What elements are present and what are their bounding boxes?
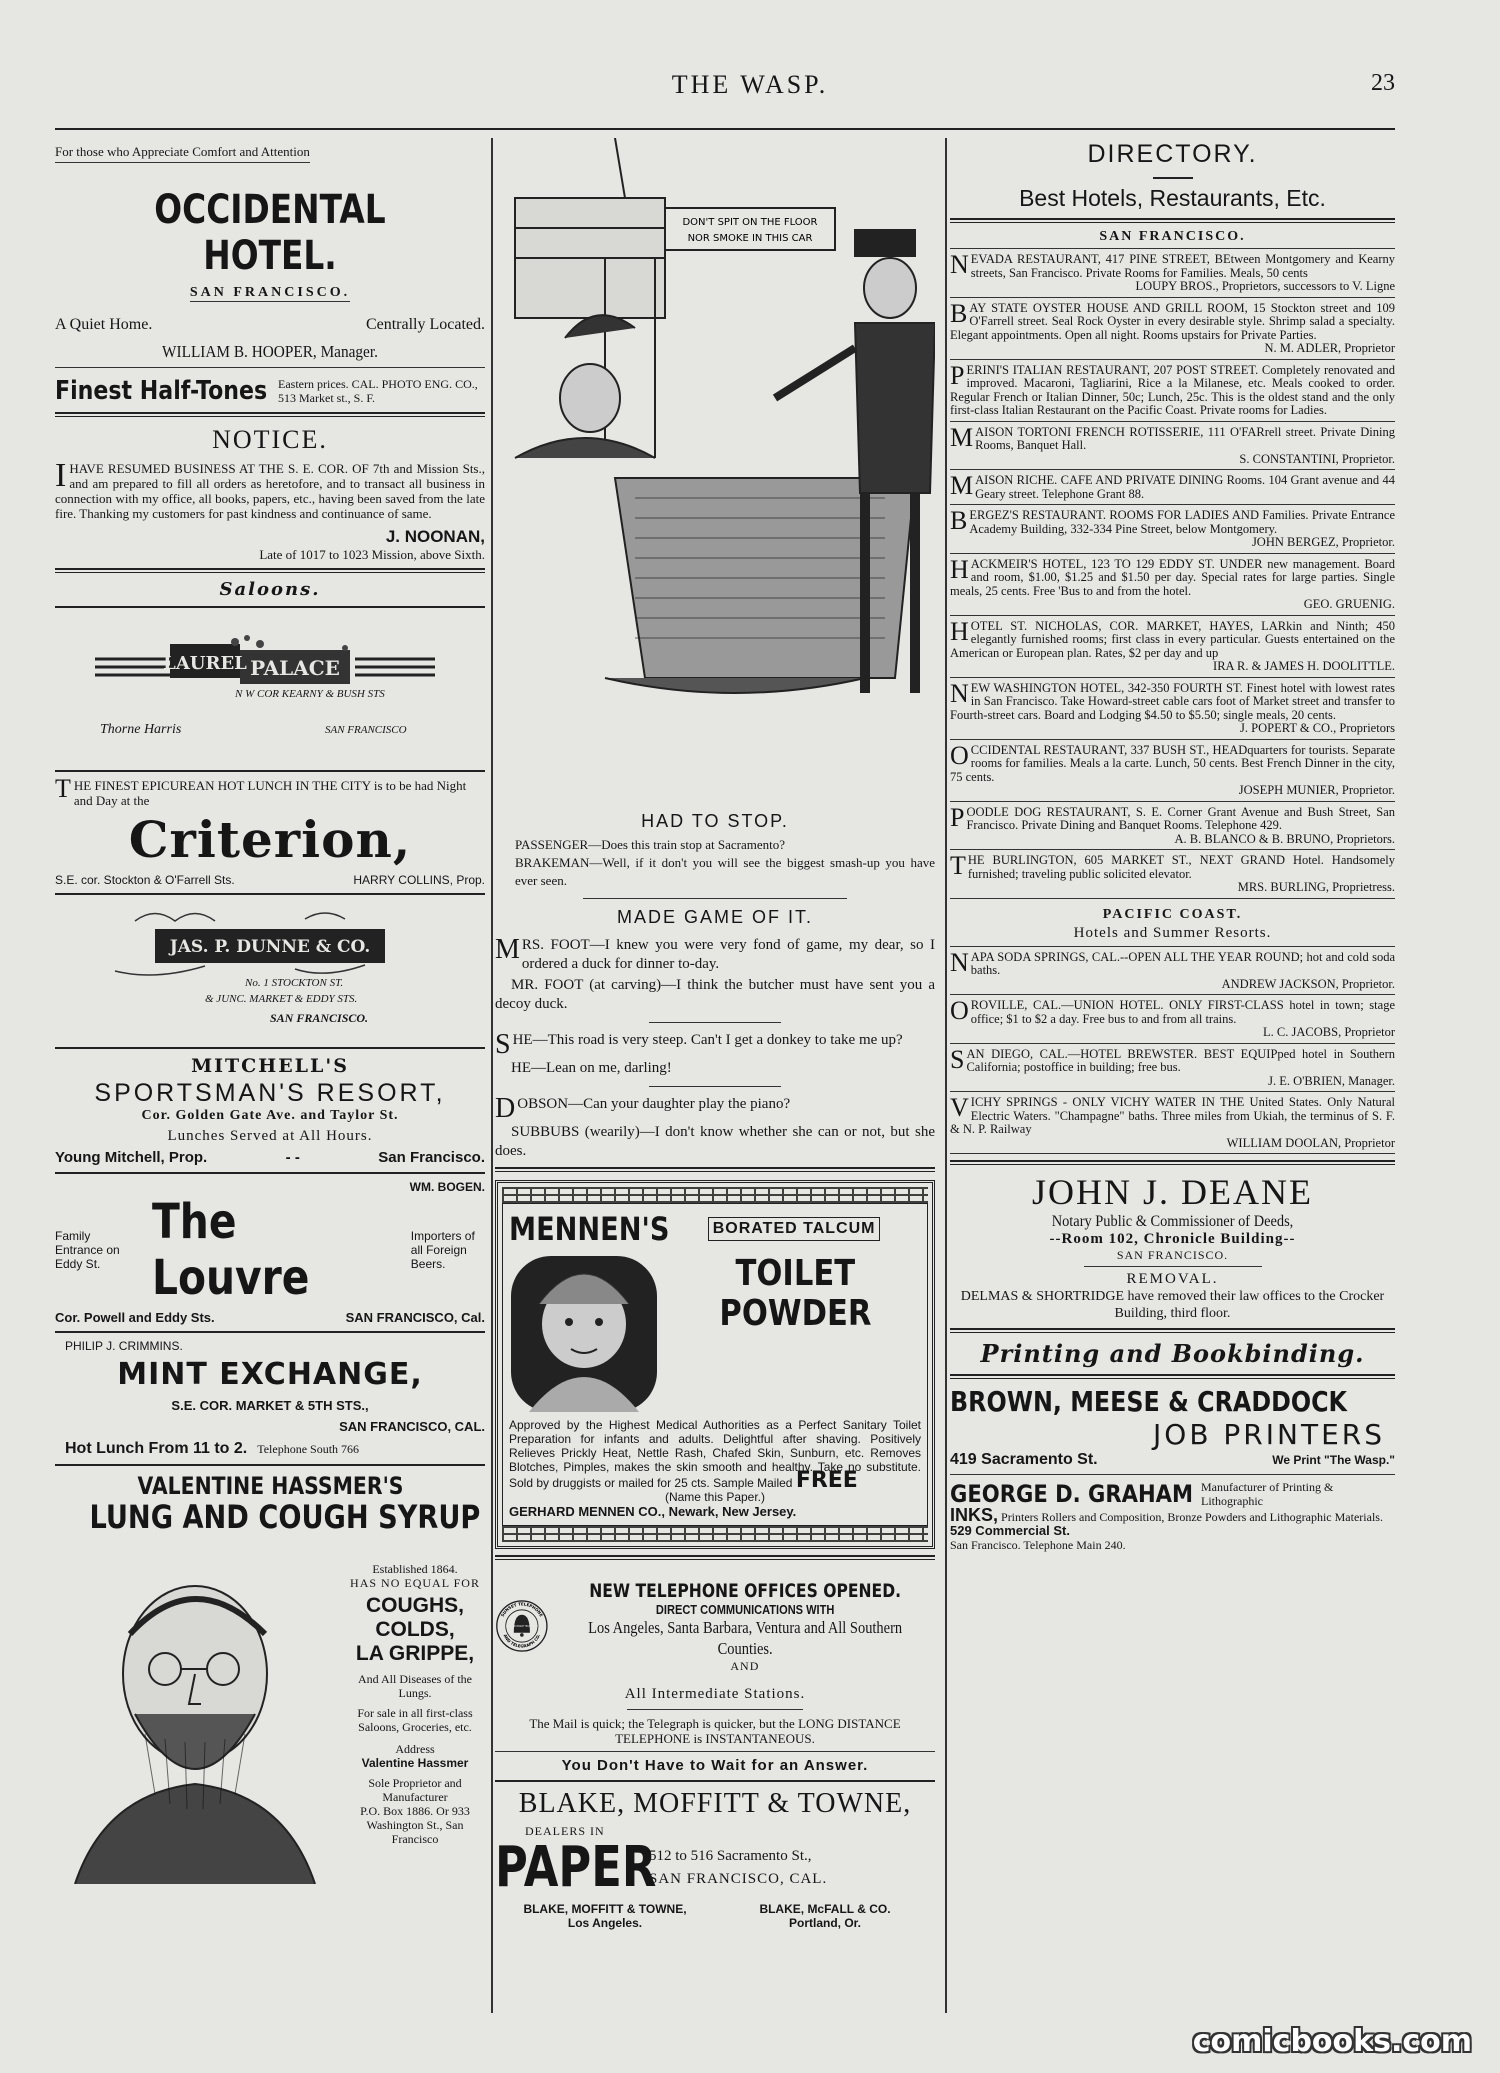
laurel-address: N W COR KEARNY & BUSH STS (235, 688, 385, 700)
dunne-line1: No. 1 STOCKTON ST. (245, 977, 344, 989)
entry-signature: JOSEPH MUNIER, Proprietor. (1238, 783, 1395, 797)
telephone-and: AND (730, 1658, 760, 1673)
entry-body: AN DIEGO, CAL.—HOTEL BREWSTER. BEST EQUIPped hotel in Southern California; postoffice in building; free bus. (966, 1046, 1395, 1074)
directory-entry (950, 740, 1395, 802)
dunne-line2: & JUNC. MARKET & EDDY STS. (205, 993, 358, 1005)
entry-body: OODLE DOG RESTAURANT, S. E. Corner Grant Avenue and Bush Street, San Francisco. Private Dining and Banquet Rooms. Telephone 429. (966, 804, 1395, 832)
criterion-ad (55, 774, 485, 887)
joke1-line2: MR. FOOT (at carving)—I think the butcher must have sent you a decoy duck. (495, 977, 935, 1012)
mitchell-prop: Young Mitchell, Prop. (55, 1149, 208, 1166)
entry-body: EW WASHINGTON HOTEL, 342-350 FOURTH ST. Finest hotel with lowest rates in San Francisco. Take Howard-street cable cars foot of Market street and transfer to Fourth-street cars. Board and Lodging $4.50 to $5.50; single meals, 20 cents. (950, 680, 1395, 722)
occidental-manager: WILLIAM B. HOOPER, Manager. (162, 342, 378, 361)
hassmer-sale: For sale in all first-class Saloons, Groceries, etc. (357, 1706, 473, 1734)
directory-entry (950, 995, 1395, 1044)
occidental-hotel-ad (55, 187, 485, 362)
header-rule (55, 128, 1395, 130)
entry-signature: A. B. BLANCO & B. BRUNO, Proprietors. (1174, 831, 1395, 846)
meander-border-bottom (502, 1526, 928, 1542)
seal-top-text: SUNSET TELEPHONE (499, 1601, 544, 1618)
meander-border-top (502, 1187, 928, 1203)
page-number: 23 (1371, 70, 1395, 96)
blake-ad (495, 1788, 935, 1930)
directory-entry (950, 616, 1395, 678)
column-middle (495, 138, 935, 2018)
sf-directory-list (950, 249, 1395, 899)
removal-body: DELMAS & SHORTRIDGE have removed their law offices to the Crocker Building, third floor. (960, 1289, 1385, 1321)
entry-signature: S. CONSTANTINI, Proprietor. (1239, 451, 1395, 466)
telephone-mail: The Mail is quick; the Telegraph is quicker, but the LONG DISTANCE TELEPHONE is INSTANTANEOUS. (529, 1716, 901, 1746)
brown-job: JOB PRINTERS (1153, 1418, 1385, 1451)
laurel-palace-ad (55, 614, 485, 764)
watermark-text: comicbooks.com (1192, 2024, 1472, 2059)
seal-bottom-text: AND TELEGRAPH CO. (502, 1633, 542, 1649)
entry-signature: ANDREW JACKSON, Proprietor. (1221, 976, 1395, 991)
telephone-sub: DIRECT COMMUNICATIONS WITH (655, 1601, 835, 1617)
cartoon-caption: HAD TO STOP. (641, 811, 789, 831)
hassmer-no-equal: HAS NO EQUAL FOR (350, 1576, 480, 1590)
directory-entry (950, 947, 1395, 996)
mennen-portrait (509, 1254, 659, 1414)
blake-name: BLAKE, MOFFITT & TOWNE, (518, 1788, 912, 1819)
hassmer-title1: VALENTINE HASSMER'S (136, 1472, 404, 1500)
hassmer-ad (55, 1472, 485, 1892)
criterion-dropcap: T (55, 774, 71, 803)
mitchell-ad (55, 1055, 485, 1166)
mint-exchange-ad (55, 1339, 485, 1458)
hassmer-title2: LUNG AND COUGH SYRUP (89, 1498, 481, 1536)
palace-word: PALACE (250, 656, 340, 680)
entry-initial: T (950, 851, 966, 880)
mint-address: S.E. COR. MARKET & 5TH STS., (171, 1398, 369, 1413)
entry-body: AISON TORTONI FRENCH ROTISSERIE, 111 O'FARrell street. Private Dining Rooms, Banquet Hall. (975, 424, 1395, 452)
directory-entry (950, 360, 1395, 422)
brown-name: BROWN, MEESE & CRADDOCK (950, 1385, 1347, 1418)
entry-body: AISON RICHE. CAFE AND PRIVATE DINING Rooms. 104 Grant avenue and 44 Geary street. Telephone Grant 88. (975, 473, 1395, 501)
criterion-lead: HE FINEST EPICUREAN HOT LUNCH IN THE CITY is to be had Night and Day at the (73, 778, 467, 808)
graham-desc: Manufacturer of Printing & Lithographic (1201, 1480, 1334, 1508)
comfort-tagline: For those who Appreciate Comfort and Attention (55, 138, 310, 163)
halftones-small: Eastern prices. CAL. PHOTO ENG. CO., 513 Market st., S. F. (278, 377, 478, 405)
louvre-ad (55, 1180, 485, 1325)
saloons-heading: Saloons. (219, 579, 321, 600)
occidental-title: OCCIDENTAL HOTEL. (154, 187, 386, 279)
entry-signature: WILLIAM DOOLAN, Proprietor (1226, 1135, 1395, 1150)
entry-initial: M (950, 422, 974, 452)
telephone-answer: You Don't Have to Wait for an Answer. (561, 1757, 869, 1774)
entry-signature: JOHN BERGEZ, Proprietor. (1251, 535, 1395, 549)
entry-signature: J. E. O'BRIEN, Manager. (1268, 1073, 1395, 1088)
telephone-stations: All Intermediate Stations. (624, 1686, 806, 1702)
brown-address: 419 Sacramento St. (950, 1451, 1098, 1468)
directory-entry (950, 802, 1395, 851)
directory-entry (950, 1092, 1395, 1154)
entry-body: ROVILLE, CAL.—UNION HOTEL. ONLY FIRST-CLASS hotel in town; stage office; $1 to $2 a day. Free bus to and from all trains. (970, 998, 1395, 1026)
entry-body: CCIDENTAL RESTAURANT, 337 BUSH ST., HEADquarters for tourists. Separate rooms for families. Meals a la carte. Lunch, 50 cents. Best French Dinner in the city, 75 cents. (950, 742, 1395, 784)
column-divider-1 (491, 138, 493, 2013)
laurel-left-signature: Thorne Harris (100, 722, 182, 737)
notice-signature: J. NOONAN, (385, 527, 485, 546)
blake-address2: SAN FRANCISCO, CAL. (649, 1871, 828, 1887)
masthead-title: THE WASP. (671, 70, 829, 99)
removal-notice (950, 1271, 1395, 1322)
hassmer-address-name: Valentine Hassmer (361, 1756, 469, 1770)
blake-branch2-name: BLAKE, McFALL & CO. (759, 1902, 891, 1916)
blake-dealers: DEALERS IN (525, 1824, 605, 1838)
blake-address1: 512 to 516 Sacramento St., (649, 1848, 812, 1864)
directory-title: DIRECTORY. (1087, 140, 1258, 168)
joke2-line1: HE—This road is very steep. Can't I get a donkey to take me up? (512, 1032, 903, 1048)
mitchell-dots: - - (285, 1149, 300, 1166)
louvre-left: Family Entrance on Eddy St. (55, 1229, 120, 1271)
mennen-name: MENNEN'S (509, 1210, 670, 1248)
joke1-cap: M (495, 934, 520, 965)
cartoon-illustration (495, 138, 935, 798)
criterion-address: S.E. cor. Stockton & O'Farrell Sts. (55, 873, 235, 887)
cartoon-sign-line: DON'T SPIT ON THE FLOOR (682, 217, 818, 228)
entry-initial: N (950, 250, 969, 279)
entry-initial: B (950, 506, 968, 535)
notice-dropcap: I (55, 457, 67, 494)
directory-entry (950, 298, 1395, 360)
mint-city: SAN FRANCISCO, CAL. (339, 1419, 485, 1434)
blake-branch2-city: Portland, Or. (788, 1916, 861, 1930)
entry-initial: P (950, 802, 965, 832)
made-game-title: MADE GAME OF IT. (616, 907, 813, 927)
mitchell-city: San Francisco. (378, 1149, 485, 1166)
hassmer-grippe: LA GRIPPE, (355, 1642, 475, 1665)
entry-body: EVADA RESTAURANT, 417 PINE STREET, BEtween Montgomery and Kearny streets, San Francisco. Private Rooms for Families. Meals, 50 cents (970, 252, 1395, 280)
entry-initial: N (950, 947, 969, 977)
cartoon-speaker2: BRAKEMAN (515, 855, 590, 870)
graham-city: San Francisco. Telephone Main 240. (950, 1538, 1126, 1552)
blake-paper: PAPER (495, 1835, 657, 1900)
mennen-powder: POWDER (718, 1293, 872, 1334)
mennen-company: GERHARD MENNEN CO., Newark, New Jersey. (509, 1504, 797, 1519)
entry-signature: LOUPY BROS., Proprietors, successors to V. Ligne (1135, 279, 1395, 293)
criterion-name: Criterion, (128, 810, 412, 869)
column-right (950, 138, 1395, 2018)
cartoon-sign-line2: NOR SMOKE IN THIS CAR (687, 233, 813, 244)
mennen-borated: BORATED TALCUM (708, 1217, 881, 1241)
bell-telephone-seal-icon (495, 1566, 549, 1686)
mint-phone: Telephone South 766 (257, 1442, 360, 1456)
mennen-free: FREE (795, 1468, 858, 1493)
entry-initial: O (950, 996, 969, 1025)
directory-entry (950, 505, 1395, 554)
cartoon (495, 138, 935, 890)
joke3-line1: OBSON—Can your daughter play the piano? (517, 1096, 791, 1112)
blake-branch1-name: BLAKE, MOFFITT & TOWNE, (523, 1902, 687, 1916)
graham-inks-desc: Printers Rollers and Composition, Bronze Powders and Lithographic Materials. (1001, 1510, 1383, 1524)
entry-signature: GEO. GRUENIG. (1303, 597, 1395, 611)
entry-body: ICHY SPRINGS - ONLY VICHY WATER IN THE United States. Only Natural Electric Waters. "Champagne" baths. Three miles from Ukiah, the terminus of S. F. & N. P. Railway (950, 1095, 1395, 1136)
notice-ad (55, 425, 485, 562)
entry-signature: J. POPERT & CO., Proprietors (1240, 721, 1395, 735)
mitchell-title: SPORTSMAN'S RESORT, (94, 1079, 446, 1107)
entry-initial: P (950, 360, 965, 390)
directory-subtitle: Best Hotels, Restaurants, Etc. (1019, 185, 1326, 211)
louvre-right: Importers of all Foreign Beers. (410, 1229, 475, 1271)
mennen-name-paper: (Name this Paper.) (664, 1490, 766, 1504)
entry-signature: L. C. JACOBS, Proprietor (1263, 1025, 1395, 1039)
louvre-address: Cor. Powell and Eddy Sts. (55, 1310, 215, 1325)
entry-body: APA SODA SPRINGS, CAL.--OPEN ALL THE YEAR ROUND; hot and cold soda baths. (970, 949, 1395, 977)
entry-initial: S (950, 1044, 965, 1074)
graham-inks: INKS, (950, 1505, 999, 1525)
graham-address: 529 Commercial St. (950, 1523, 1070, 1538)
directory-entry (950, 678, 1395, 740)
joke2-cap: S (495, 1029, 511, 1060)
entry-body: AY STATE OYSTER HOUSE AND GRILL ROOM, 15 Stockton street and 109 O'Farrell street. Seal Rock Oyster in every desirable style. Shrimp salad a specialty. Elegant appointments. Open all night. Rooms upstairs for Private Parties. (950, 300, 1395, 342)
mennen-toilet: TOILET (735, 1253, 855, 1294)
joke2-line2: HE—Lean on me, darling! (511, 1060, 672, 1076)
dunne-line3: SAN FRANCISCO. (270, 1011, 369, 1025)
entry-initial: B (950, 298, 968, 328)
mint-lunch: Hot Lunch From 11 to 2. (65, 1440, 248, 1457)
mitchell-lunches: Lunches Served at All Hours. (167, 1128, 373, 1144)
dunne-ad (55, 901, 485, 1041)
entry-initial: N (950, 678, 969, 708)
joke3-line2: SUBBUBS (wearily)—I don't know whether she can or not, but she does. (495, 1124, 935, 1159)
mitchell-address: Cor. Golden Gate Ave. and Taylor St. (141, 1108, 399, 1123)
directory-entry (950, 850, 1395, 899)
removal-title: REMOVAL. (1126, 1271, 1219, 1287)
mitchell-name: MITCHELL'S (191, 1055, 349, 1077)
entry-initial: M (950, 471, 974, 500)
cartoon-line2: —Well, if it don't you will see the biggest smash-up you have ever seen. (515, 855, 935, 888)
louvre-owner: WM. BOGEN. (409, 1180, 485, 1194)
entry-initial: V (950, 1093, 969, 1122)
hassmer-proprietor: Sole Proprietor and Manufacturer (368, 1776, 462, 1804)
hassmer-coughs: COUGHS, (365, 1594, 464, 1617)
entry-body: OTEL ST. NICHOLAS, COR. MARKET, HAYES, LARkin and Ninth; 450 elegantly furnished rooms; first class in every particular. Guests entertained on the American or European plan. Rates, $2 per day and up (950, 618, 1395, 660)
directory-entry (950, 554, 1395, 616)
entry-signature: MRS. BURLING, Proprietress. (1237, 880, 1395, 894)
mennen-body: Approved by the Highest Medical Authorities as a Perfect Sanitary Toilet Preparation for infants and adults. Delightful after shaving. Positively Relieves Prickly Heat, Nettle Rash, Chafed Skin, Sunburn, etc. Removes Blotches, Pimples, makes the skin smooth and healthy. Take no substitute. Sold by druggists or mailed for 25 cts. Sample Mailed (509, 1418, 921, 1490)
graham-ad (950, 1480, 1395, 1552)
made-game-jokes (495, 907, 935, 1161)
mint-name: MINT EXCHANGE, (117, 1357, 423, 1392)
directory-entry (950, 1044, 1395, 1093)
entry-body: ERGEZ'S RESTAURANT. ROOMS FOR LADIES AND Families. Private Entrance Academy Building, 332-334 Pine Street, below Montgomery. (969, 508, 1395, 536)
hassmer-address-label: Address (395, 1742, 435, 1756)
occidental-tag-left: A Quiet Home. (55, 316, 153, 333)
pacific-heading: PACIFIC COAST. (1102, 906, 1243, 922)
entry-initial: H (950, 616, 969, 646)
seal-center-text: LONG DISTANCE TELEPHONE (505, 1624, 538, 1628)
hassmer-diseases: And All Diseases of the Lungs. (358, 1672, 472, 1700)
dunne-name: JAS. P. DUNNE & CO. (169, 937, 371, 957)
hassmer-po: P.O. Box 1886. Or 933 Washington St., San Francisco (360, 1804, 470, 1846)
joke3-cap: D (495, 1093, 516, 1124)
entry-initial: H (950, 554, 969, 584)
notice-title: NOTICE. (212, 425, 328, 454)
occidental-city: SAN FRANCISCO. (189, 285, 351, 300)
brown-motto: We Print "The Wasp." (1272, 1453, 1395, 1467)
criterion-prop: HARRY COLLINS, Prop. (353, 873, 485, 887)
notice-address: Late of 1017 to 1023 Mission, above Sixth. (259, 547, 485, 562)
cartoon-line1: —Does this train stop at Sacramento? (588, 837, 785, 852)
entry-body: HE BURLINGTON, 605 MARKET ST., NEXT GRAND Hotel. Handsomely furnished; traveling public solicited elevator. (967, 853, 1395, 881)
pacific-subtitle: Hotels and Summer Resorts. (1073, 924, 1272, 941)
pacific-directory-list (950, 947, 1395, 1155)
mint-owner: PHILIP J. CRIMMINS. (65, 1339, 183, 1353)
brown-meese-ad (950, 1385, 1395, 1469)
halftones-ad (55, 376, 485, 406)
deane-name: JOHN J. DEANE (1032, 1172, 1313, 1212)
mennen-ad (495, 1180, 935, 1549)
laurel-right-signature: SAN FRANCISCO (325, 724, 407, 736)
deane-ad (950, 1171, 1395, 1262)
column-divider-2 (945, 138, 947, 2013)
entry-initial: O (950, 740, 969, 770)
dunne-logo (55, 901, 485, 981)
hassmer-portrait (55, 1564, 335, 1884)
deane-city: SAN FRANCISCO. (1116, 1248, 1229, 1262)
louvre-city: SAN FRANCISCO, Cal. (345, 1310, 485, 1325)
telephone-title: NEW TELEPHONE OFFICES OPENED. (588, 1579, 901, 1602)
laurel-word: LAUREL (163, 653, 247, 674)
directory-entry (950, 470, 1395, 505)
graham-name: GEORGE D. GRAHAM (950, 1480, 1193, 1508)
entry-body: ACKMEIR'S HOTEL, 123 TO 129 EDDY ST. UNDER new management. Board and room, $1.00, $1.25 and $1.50 per day. Special rates for large parties. Single meals, 25 cents. Free 'Bus to and from the hotel. (950, 556, 1395, 598)
printing-heading: Printing and Bookbinding. (980, 1339, 1365, 1368)
notice-body: HAVE RESUMED BUSINESS AT THE S. E. COR. OF 7th and Mission Sts., and am prepared to fill all orders as heretofore, and to transact all business in connection with my office, all books, papers, etc., having been saved from the late fire. Thanking my customers for past kindness and continuance of same. (55, 461, 485, 521)
joke1-line1: RS. FOOT—I knew you were very fond of game, my dear, so I ordered a duck for dinner to-day. (521, 937, 935, 972)
telephone-ad (495, 1566, 935, 1774)
occidental-tag-right: Centrally Located. (365, 316, 485, 333)
cartoon-speaker1: PASSENGER (515, 837, 589, 852)
hassmer-colds: COLDS, (375, 1618, 455, 1641)
directory-entry (950, 422, 1395, 471)
entry-body: ERINI'S ITALIAN RESTAURANT, 207 POST STREET. Completely renovated and improved. Macaroni, Tagliarini, Rice a la Milanese, etc. Meals cooked to order. Regular French or Italian Dinner, 50c; Lunch, 25c. This is the oldest stand and the only first-class Italian Restaurant on the Pacific Coast. Private rooms for Ladies. (950, 362, 1395, 417)
louvre-name: The Louvre (152, 1194, 310, 1306)
deane-title: Notary Public & Commissioner of Deeds, (1051, 1213, 1294, 1230)
entry-signature: IRA R. & JAMES H. DOOLITTLE. (1213, 659, 1395, 673)
entry-signature: N. M. ADLER, Proprietor (1264, 341, 1395, 355)
deane-room: --Room 102, Chronicle Building-- (1049, 1231, 1296, 1247)
directory-entry (950, 249, 1395, 298)
sf-heading: SAN FRANCISCO. (1099, 229, 1246, 244)
blake-branch1-city: Los Angeles. (567, 1916, 643, 1930)
column-left (55, 138, 485, 2018)
halftones-big: Finest Half-Tones (55, 376, 268, 406)
hassmer-established: Established 1864. (372, 1562, 458, 1576)
telephone-cities: Los Angeles, Santa Barbara, Ventura and All Southern Counties. (587, 1617, 902, 1658)
